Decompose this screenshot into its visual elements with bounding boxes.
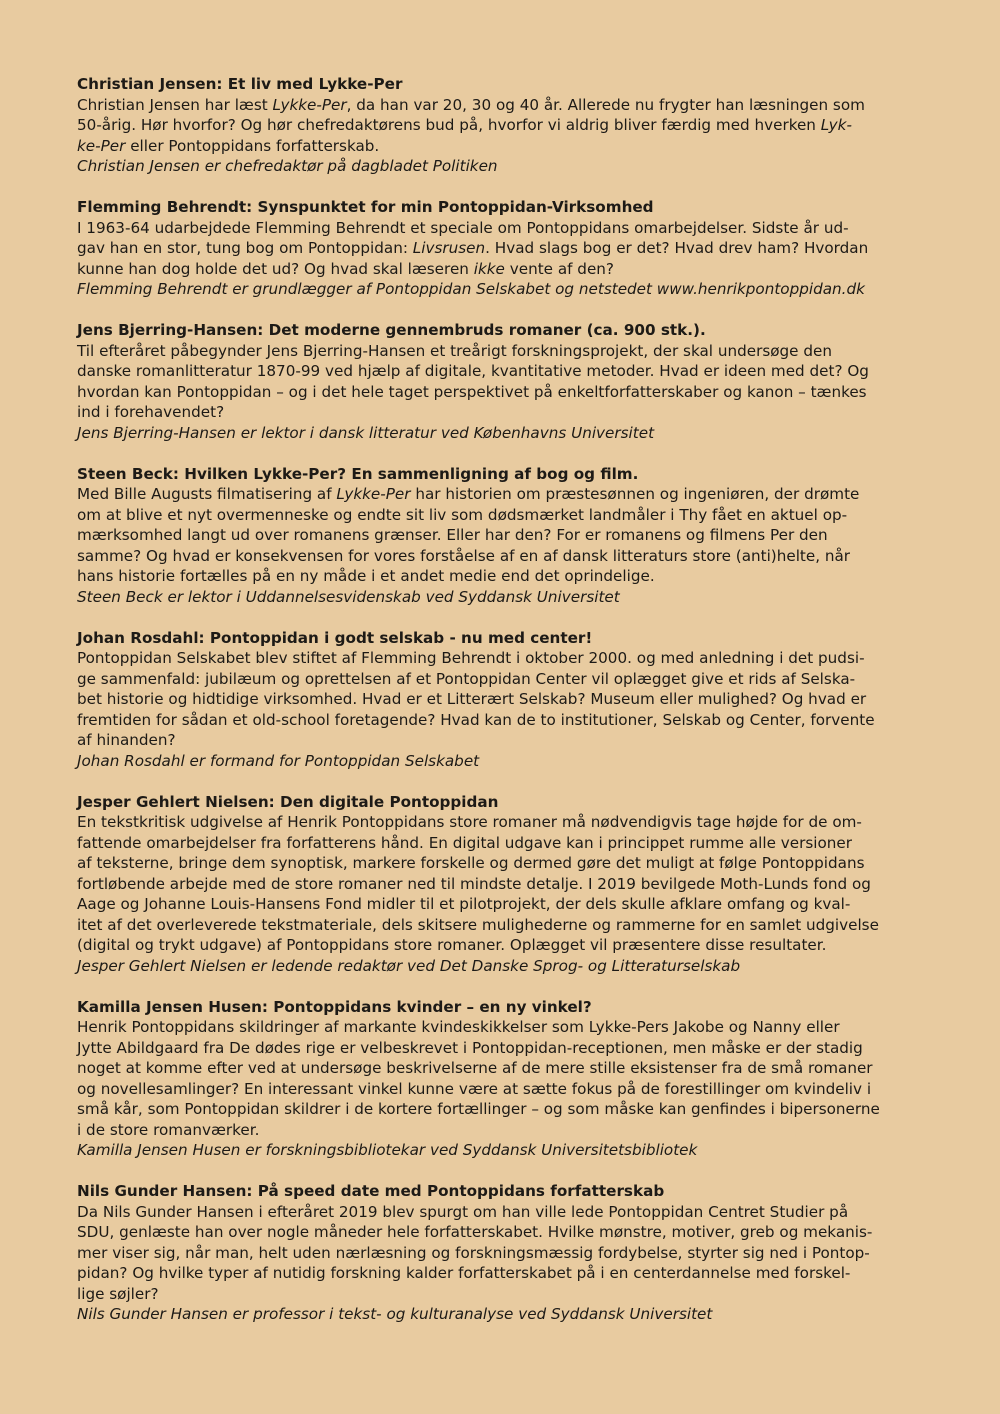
text-segment: små kår, som Pontoppidan skildrer i de kortere fortællinger – og som måske kan genfindes i bipersonerne — [77, 1100, 880, 1118]
talk-description-line — [77, 566, 930, 587]
text-segment: Med Bille Augusts filmatisering af — [77, 485, 337, 503]
talk-entry — [77, 997, 930, 1161]
talk-title: Kamilla Jensen Husen: Pontoppidans kvinder – en ny vinkel? — [77, 997, 592, 1016]
talk-description-line — [77, 546, 930, 567]
talk-title: Nils Gunder Hansen: På speed date med Pontoppidans forfatterskab — [77, 1182, 665, 1200]
text-segment: pidan? Og hvilke typer af nutidig forskning kalder forfatterskabet på i en centerdannelse med forskel- — [77, 1264, 851, 1282]
talk-entry — [77, 197, 930, 300]
text-segment: Henrik Pontoppidans skildringer af markante kvindeskikkelser som Lykke-Pers Jakobe og Nanny eller — [77, 1018, 840, 1036]
talk-description-line — [77, 710, 930, 731]
talk-description-line — [77, 1058, 930, 1079]
text-segment: samme? Og hvad er konsekvensen for vores forståelse af en af dansk litteraturs store (anti)helte, når — [77, 546, 851, 565]
text-segment: har historien om præstesønnen og ingeniøren, der drømte — [410, 485, 860, 503]
talk-entry — [77, 320, 930, 443]
speaker-affiliation: Christian Jensen er chefredaktør på dagbladet Politiken — [77, 157, 498, 175]
talk-description-line — [77, 1079, 930, 1100]
italic-text-segment: Lykke-Per — [272, 95, 347, 114]
talk-description-line — [77, 95, 930, 116]
text-segment: ind i forehavendet? — [77, 403, 225, 421]
speaker-affiliation: Flemming Behrendt er grundlægger af Pontoppidan Selskabet og netstedet www.henrikpontoppidan.dk — [77, 280, 865, 298]
talk-description-line — [77, 874, 930, 895]
text-segment: gav han en stor, tung bog om Pontoppidan: — [77, 239, 413, 257]
talk-entry — [77, 74, 930, 177]
speaker-affiliation: Kamilla Jensen Husen er forskningsbibliotekar ved Syddansk Universitetsbibliotek — [77, 1141, 698, 1159]
talk-description-line — [77, 218, 930, 239]
text-segment: I 1963-64 udarbejdede Flemming Behrendt et speciale om Pontoppidans omarbejdelser. Sidste år ud- — [77, 218, 849, 237]
text-segment: vente af den? — [504, 259, 614, 278]
talk-description-line — [77, 689, 930, 710]
talk-title: Jens Bjerring-Hansen: Det moderne gennembruds romaner (ca. 900 stk.). — [77, 321, 706, 339]
text-segment: af teksterne, bringe dem synoptisk, markere forskelle og dermed gøre det muligt at følge Pontoppidans — [77, 854, 865, 872]
text-segment: fortløbende arbejde med de store romaner ned til mindste detalje. I 2019 bevilgede Moth-Lunds fond og — [77, 874, 871, 893]
text-segment: hans historie fortælles på en ny måde i et andet medie end det oprindelige. — [77, 567, 655, 585]
talk-description-line — [77, 1120, 930, 1141]
text-segment: hvordan kan Pontoppidan – og i det hele taget perspektivet på enkeltforfatterskaber og kanon – tænkes — [77, 382, 867, 401]
talk-description-line — [77, 1099, 930, 1120]
italic-text-segment: Lykke-Per — [336, 485, 411, 503]
text-segment: ge sammenfald: jubilæum og oprettelsen af et Pontoppidan Center vil oplægget give et rids af Selska- — [77, 669, 856, 688]
text-segment: bet historie og hidtidige virksomhed. Hvad er et Litterært Selskab? Museum eller mulighed? Og hvad er — [77, 690, 867, 708]
talk-description-line — [77, 730, 930, 751]
text-segment: SDU, genlæste han over nogle måneder hele forfatterskabet. Hvilke mønstre, motiver, greb og mekanis- — [77, 1223, 873, 1241]
text-segment: Til efteråret påbegynder Jens Bjerring-Hansen et treårigt forskningsprojekt, der skal undersøge den — [77, 341, 832, 360]
text-segment: itet af det overleverede tekstmateriale, dels skitsere mulighederne og rammerne for en samlet udgivelse — [77, 915, 879, 934]
speaker-affiliation: Jesper Gehlert Nielsen er ledende redaktør ved Det Danske Sprog- og Litteraturselskab — [77, 956, 741, 975]
talk-description-line — [77, 238, 930, 259]
text-segment: 50-årig. Hør hvorfor? Og hør chefredaktørens bud på, hvorfor vi aldrig bliver færdig med hverken — [77, 116, 821, 134]
talk-description-line — [77, 894, 930, 915]
talk-description-line — [77, 382, 930, 403]
talk-description-line — [77, 648, 930, 669]
talk-description-line — [77, 361, 930, 382]
talk-description-line — [77, 833, 930, 854]
text-segment: Jytte Abildgaard fra De dødes rige er velbeskrevet i Pontoppidan-receptionen, men måske er der stadig — [77, 1038, 863, 1057]
text-segment: fremtiden for sådan et old-school foretagende? Hvad kan de to institutioner, Selskab og Center, forvente — [77, 710, 875, 729]
talk-description-line — [77, 915, 930, 936]
text-segment: om at blive et nyt overmenneske og endte sit liv som dødsmærket landmåler i Thy fået en aktuel op- — [77, 505, 848, 524]
talk-description-line — [77, 484, 930, 505]
talk-description-line — [77, 935, 930, 956]
speaker-affiliation: Nils Gunder Hansen er professor i tekst- og kulturanalyse ved Syddansk Universitet — [77, 1305, 713, 1323]
text-segment: Da Nils Gunder Hansen i efteråret 2019 blev spurgt om han ville lede Pontoppidan Centret Studier på — [77, 1202, 849, 1221]
italic-text-segment: Livsrusen — [412, 239, 486, 257]
talk-title: Jesper Gehlert Nielsen: Den digitale Pontoppidan — [77, 792, 499, 811]
text-segment: Aage og Johanne Louis-Hansens Fond midler til et pilotprojekt, der dels skulle afklare omfang og kval- — [77, 895, 851, 913]
text-segment: , da han var 20, 30 og 40 år. Allerede nu frygter han læsningen som — [346, 95, 865, 114]
text-segment: Christian Jensen har læst — [77, 95, 273, 114]
speaker-affiliation: Johan Rosdahl er formand for Pontoppidan Selskabet — [77, 751, 480, 770]
talk-description-line — [77, 1017, 930, 1038]
talk-description-line — [77, 853, 930, 874]
talk-title: Flemming Behrendt: Synspunktet for min Pontoppidan-Virksomhed — [77, 198, 654, 216]
italic-text-segment: ke-Per — [77, 136, 126, 155]
text-segment: af hinanden? — [77, 731, 176, 749]
talk-description-line — [77, 341, 930, 362]
italic-text-segment: ikke — [473, 259, 505, 278]
talk-description-line — [77, 812, 930, 833]
talk-description-line — [77, 505, 930, 526]
text-segment: noget at komme efter ved at undersøge beskrivelserne af de mere stille eksistenser fra de små romaner — [77, 1059, 873, 1077]
text-segment: mer viser sig, når man, helt uden nærlæsning og forskningsmæssig fordybelse, styrter sig ned i Pontop- — [77, 1243, 870, 1262]
talk-description-line — [77, 1284, 930, 1305]
talk-title: Johan Rosdahl: Pontoppidan i godt selskab - nu med center! — [77, 628, 593, 647]
talk-description-line — [77, 1222, 930, 1243]
text-segment: Pontoppidan Selskabet blev stiftet af Flemming Behrendt i oktober 2000. og med anledning i det pudsi- — [77, 649, 865, 667]
talk-description-line — [77, 1038, 930, 1059]
text-segment: eller Pontoppidans forfatterskab. — [125, 136, 380, 155]
talk-description-line — [77, 525, 930, 546]
talk-description-line — [77, 1202, 930, 1223]
text-segment: En tekstkritisk udgivelse af Henrik Pontoppidans store romaner må nødvendigvis tage højde for de om- — [77, 813, 862, 831]
talk-entry — [77, 464, 930, 608]
talk-entry — [77, 1181, 930, 1325]
talk-title: Steen Beck: Hvilken Lykke-Per? En sammenligning af bog og film. — [77, 464, 639, 483]
talk-entry — [77, 792, 930, 977]
talk-entry — [77, 628, 930, 772]
talk-description-line — [77, 136, 930, 157]
talk-description-line — [77, 402, 930, 423]
speaker-affiliation: Jens Bjerring-Hansen er lektor i dansk litteratur ved Københavns Universitet — [77, 423, 655, 442]
talk-description-line — [77, 669, 930, 690]
text-segment: mærksomhed langt ud over romanens grænser. Eller har den? For er romanens og filmens Per den — [77, 526, 828, 544]
italic-text-segment: Lyk- — [820, 116, 852, 134]
text-segment: (digital og trykt udgave) af Pontoppidans store romaner. Oplægget vil præsentere disse resultater. — [77, 936, 827, 954]
talk-description-line — [77, 259, 930, 280]
text-segment: fattende omarbejdelser fra forfatterens hånd. En digital udgave kan i princippet rumme alle versioner — [77, 833, 852, 852]
talk-description-line — [77, 1243, 930, 1264]
text-segment: . Hvad slags bog er det? Hvad drev ham? Hvordan — [485, 239, 869, 257]
talk-description-line — [77, 1263, 930, 1284]
talk-description-line — [77, 115, 930, 136]
text-segment: lige søjler? — [77, 1284, 159, 1303]
talk-title: Christian Jensen: Et liv med Lykke-Per — [77, 75, 403, 93]
speaker-affiliation: Steen Beck er lektor i Uddannelsesvidenskab ved Syddansk Universitet — [77, 587, 620, 606]
text-segment: danske romanlitteratur 1870-99 ved hjælp af digitale, kvantitative metoder. Hvad er ideen med det? Og — [77, 362, 869, 380]
text-segment: og novellesamlinger? En interessant vinkel kunne være at sætte fokus på de forestillinger om kvindeliv i — [77, 1079, 872, 1098]
text-segment: kunne han dog holde det ud? Og hvad skal læseren — [77, 259, 474, 278]
text-segment: i de store romanværker. — [77, 1120, 260, 1139]
